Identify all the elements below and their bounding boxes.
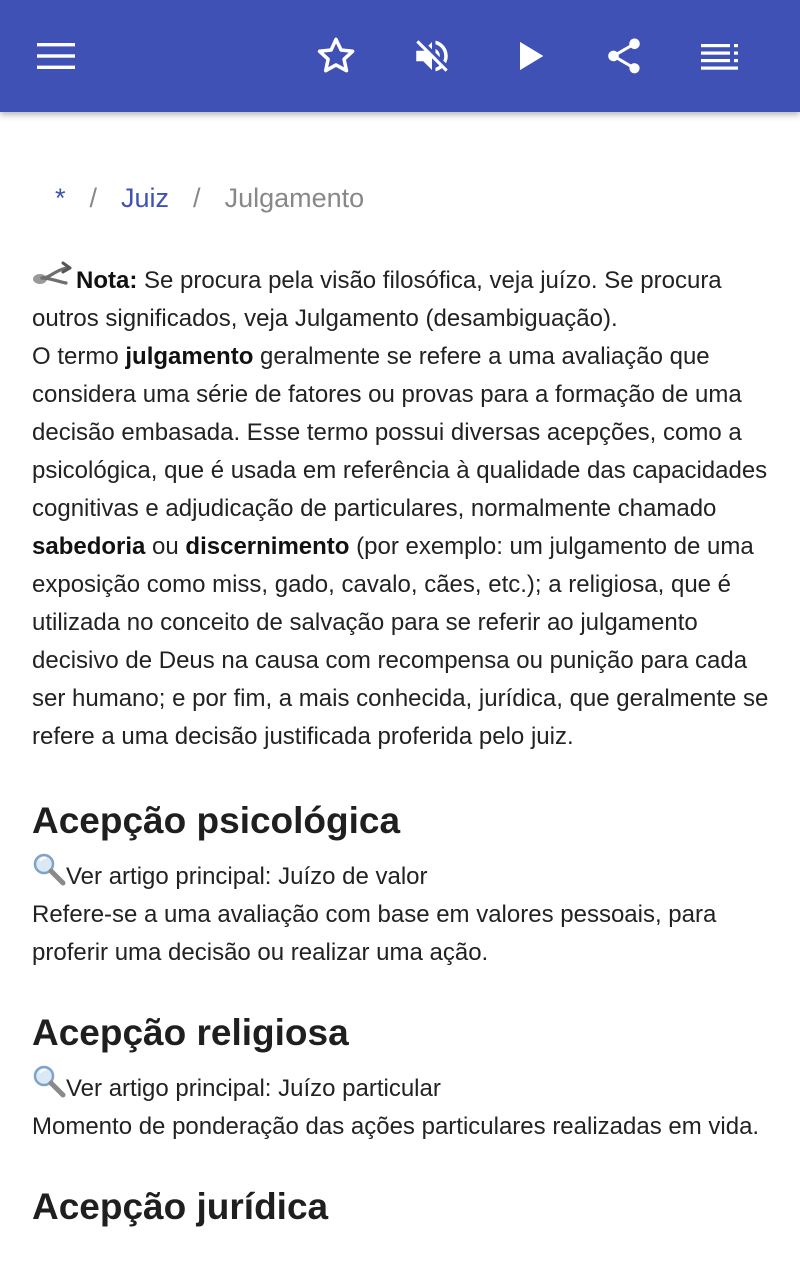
table-of-contents-button[interactable]	[690, 26, 750, 86]
breadcrumb-parent-link[interactable]: Juiz	[121, 183, 170, 213]
article-body	[32, 259, 772, 1229]
main-article-reference	[32, 1064, 772, 1108]
note-text: . Se procura outros significados, veja	[32, 267, 722, 332]
article-content	[0, 112, 800, 1280]
section-text: Momento de ponderação das ações particulares realizadas em vida.	[32, 1113, 760, 1140]
intro-text: ou	[145, 533, 186, 560]
hamburger-menu-icon	[37, 42, 75, 70]
breadcrumb-separator: /	[193, 183, 201, 213]
intro-text: (por exemplo: um julgamento de uma exposição como miss, gado, cavalo, cães, etc.); a religiosa, que é utilizada no conceito de salvação para se referir ao julgamento decisivo de Deus na causa com recompensa ou punição para cada ser humano; e por fim, a mais conhecida, jurídica, que geralmente se refere a uma decisão justificada proferida pelo juiz.	[32, 533, 769, 750]
section-heading-juridica: Acepção jurídica	[32, 1186, 329, 1227]
breadcrumb	[55, 180, 364, 216]
intro-paragraph	[32, 338, 772, 756]
intro-bold-term: julgamento	[125, 343, 254, 370]
breadcrumb-home-link[interactable]: *	[55, 183, 66, 213]
star-outline-icon	[315, 35, 357, 77]
mute-button[interactable]	[402, 26, 462, 86]
intro-text: geralmente se refere a uma avaliação que considera uma série de fatores ou provas para a formação de uma decisão embasada. Esse termo possui diversas acepções, como a psicológica, que é usada em referência à qualidade das capacidades cognitivas e adjudicação de particulares, normalmente chamado	[32, 343, 768, 522]
disambiguation-arrow-icon	[32, 259, 74, 291]
breadcrumb-separator: /	[89, 183, 98, 213]
magnifier-icon	[32, 1064, 66, 1098]
main-article-link[interactable]: Juízo de valor	[278, 863, 428, 890]
volume-off-icon	[411, 35, 453, 77]
section-heading-psicologica: Acepção psicológica	[32, 800, 401, 841]
breadcrumb-current: Julgamento	[224, 183, 365, 213]
note-text: Se procura pela visão filosófica, veja	[137, 267, 541, 294]
main-article-prefix: Ver artigo principal:	[66, 1075, 279, 1102]
menu-button[interactable]	[26, 26, 86, 86]
juizo-link[interactable]: juízo	[540, 267, 591, 294]
disambiguation-note	[32, 259, 772, 338]
disambiguation-link[interactable]: Julgamento (desambiguação)	[294, 305, 611, 332]
section-heading-religiosa: Acepção religiosa	[32, 1012, 349, 1053]
app-bar	[0, 0, 800, 112]
main-article-link[interactable]: Juízo particular	[278, 1075, 441, 1102]
note-text: .	[611, 305, 618, 332]
section-text: Refere-se a uma avaliação com base em valores pessoais, para proferir uma decisão ou realizar uma ação.	[32, 901, 717, 966]
intro-bold-term: sabedoria	[32, 533, 146, 560]
main-article-reference	[32, 852, 772, 896]
favorite-button[interactable]	[306, 26, 366, 86]
play-button[interactable]	[500, 26, 560, 86]
magnifier-icon	[32, 852, 66, 886]
share-icon	[603, 35, 645, 77]
list-icon	[701, 42, 739, 70]
note-label: Nota:	[76, 267, 138, 294]
play-icon	[510, 36, 550, 76]
main-article-prefix: Ver artigo principal:	[66, 863, 279, 890]
share-button[interactable]	[594, 26, 654, 86]
intro-text: O termo	[32, 343, 126, 370]
intro-bold-term: discernimento	[185, 533, 350, 560]
